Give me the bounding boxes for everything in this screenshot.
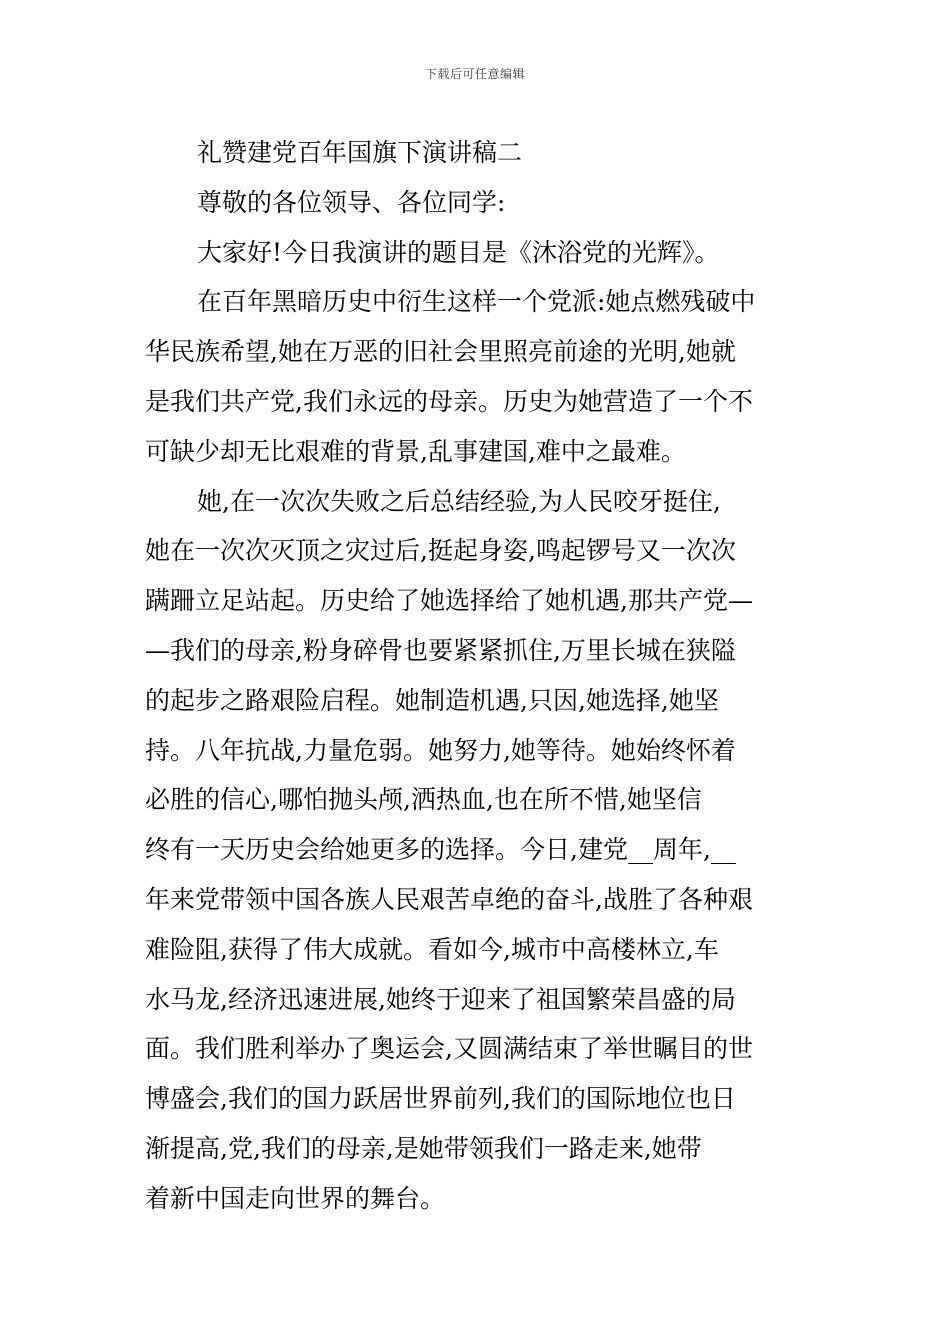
text-line: 年来党带领中国各族人民艰苦卓绝的奋斗,战胜了各种艰 xyxy=(145,884,753,914)
text-line: 在百年黑暗历史中衍生这样一个党派:她点燃残破中 xyxy=(197,287,756,317)
text-line: 面。我们胜利举办了奥运会,又圆满结束了举世瞩目的世 xyxy=(145,1034,753,1064)
text-line: 水马龙,经济迅速进展,她终于迎来了祖国繁荣昌盛的局 xyxy=(145,984,736,1014)
text-line: 礼赞建党百年国旗下演讲稿二 xyxy=(197,138,523,167)
text-line: 难险阻,获得了伟大成就。看如今,城市中高楼林立,车 xyxy=(145,934,719,964)
text-line: 持。八年抗战,力量危弱。她努力,她等待。她始终怀着 xyxy=(145,735,736,765)
text-line: 的起步之路艰险启程。她制造机遇,只因,她选择,她坚 xyxy=(145,685,719,715)
document-body xyxy=(145,128,809,1224)
text-line: 必胜的信心,哪怕抛头颅,洒热血,也在所不惜,她坚信 xyxy=(145,785,702,815)
page-header: 下载后可任意编辑 xyxy=(424,67,525,81)
text-line: 大家好!今日我演讲的题目是《沐浴党的光辉》。 xyxy=(197,237,720,267)
text-line: 尊敬的各位领导、各位同学: xyxy=(197,187,506,217)
text-line: 蹒跚立足站起。历史给了她选择给了她机遇,那共产党— xyxy=(145,586,753,616)
text-line: 她在一次次灭顶之灾过后,挺起身姿,鸣起锣号又一次次 xyxy=(145,536,736,566)
text-line: 可缺少却无比艰难的背景,乱事建国,难中之最难。 xyxy=(145,436,686,466)
text-line: 博盛会,我们的国力跃居世界前列,我们的国际地位也日 xyxy=(145,1084,736,1114)
text-line: 华民族希望,她在万恶的旧社会里照亮前途的光明,她就 xyxy=(145,337,736,367)
text-line: 终有一天历史会给她更多的选择。今日,建党__周年,__ xyxy=(145,835,736,865)
text-line: 是我们共产党,我们永远的母亲。历史为她营造了一个不 xyxy=(145,386,753,416)
text-line: —我们的母亲,粉身碎骨也要紧紧抓住,万里长城在狭隘 xyxy=(145,635,736,665)
text-line: 她,在一次次失败之后总结经验,为人民咬牙挺住, xyxy=(197,486,721,516)
text-line: 着新中国走向世界的舞台。 xyxy=(145,1183,446,1213)
text-line: 渐提高,党,我们的母亲,是她带领我们一路走来,她带 xyxy=(145,1133,702,1163)
